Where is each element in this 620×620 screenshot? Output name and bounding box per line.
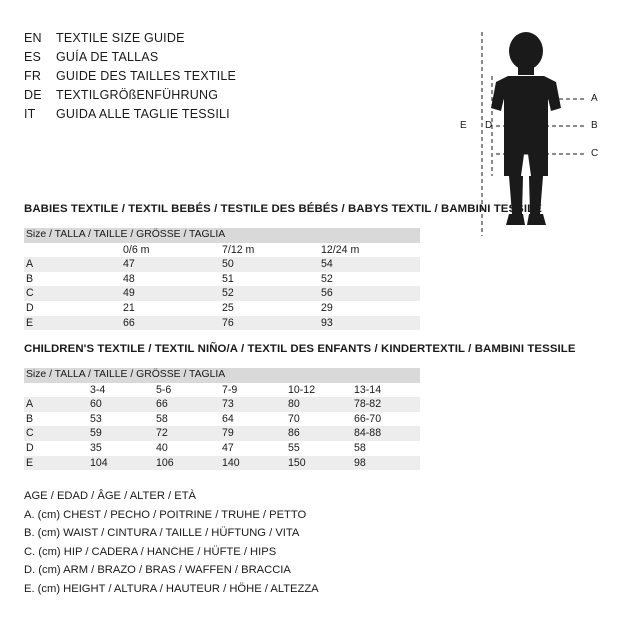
table-row-size-header bbox=[24, 228, 420, 243]
table-row bbox=[24, 412, 420, 427]
title-text-es: GUÍA DE TALLAS bbox=[56, 50, 159, 64]
children-row-2-val-1: 72 bbox=[156, 426, 222, 441]
legend-line-a: A. (cm) CHEST / PECHO / POITRINE / TRUHE / PETTO bbox=[24, 508, 307, 521]
babies-row-4-label: E bbox=[24, 316, 123, 331]
children-col-3: 10-12 bbox=[288, 383, 354, 398]
table-row bbox=[24, 286, 420, 301]
language-code-fr: FR bbox=[24, 69, 42, 83]
babies-row-2-val-0: 49 bbox=[123, 286, 222, 301]
children-row-1-val-1: 58 bbox=[156, 412, 222, 427]
children-row-4-val-0: 104 bbox=[90, 456, 156, 471]
children-row-4-val-3: 150 bbox=[288, 456, 354, 471]
children-row-0-val-2: 73 bbox=[222, 397, 288, 412]
children-row-3-label: D bbox=[24, 441, 90, 456]
title-block bbox=[24, 31, 444, 126]
babies-row-0-label: A bbox=[24, 257, 123, 272]
children-row-1-label: B bbox=[24, 412, 90, 427]
table-row bbox=[24, 301, 420, 316]
children-row-0-val-3: 80 bbox=[288, 397, 354, 412]
babies-size-header: Size / TALLA / TAILLE / GRÖSSE / TAGLIA bbox=[24, 228, 420, 243]
children-row-3-val-3: 55 bbox=[288, 441, 354, 456]
children-row-0-val-4: 78-82 bbox=[354, 397, 420, 412]
babies-row-3-label: D bbox=[24, 301, 123, 316]
children-row-3-val-1: 40 bbox=[156, 441, 222, 456]
figure-label-d: D bbox=[485, 120, 493, 131]
children-row-2-val-4: 84-88 bbox=[354, 426, 420, 441]
children-row-0-label: A bbox=[24, 397, 90, 412]
figure-label-b: B bbox=[591, 120, 598, 131]
babies-col-2: 12/24 m bbox=[321, 243, 420, 258]
figure-label-a: A bbox=[591, 93, 598, 104]
babies-col-blank bbox=[24, 243, 123, 258]
babies-col-1: 7/12 m bbox=[222, 243, 321, 258]
babies-row-0-val-2: 54 bbox=[321, 257, 420, 272]
children-section-heading: CHILDREN'S TEXTILE / TEXTIL NIÑO/A / TEXTIL DES ENFANTS / KINDERTEXTIL / BAMBINI TESSILE bbox=[24, 343, 576, 355]
children-row-4-val-4: 98 bbox=[354, 456, 420, 471]
babies-row-1-val-2: 52 bbox=[321, 272, 420, 287]
language-code-en: EN bbox=[24, 31, 42, 45]
children-row-4-val-2: 140 bbox=[222, 456, 288, 471]
children-col-0: 3-4 bbox=[90, 383, 156, 398]
babies-size-table bbox=[24, 228, 420, 330]
babies-row-0-val-1: 50 bbox=[222, 257, 321, 272]
title-row-en bbox=[24, 31, 444, 50]
babies-col-0: 0/6 m bbox=[123, 243, 222, 258]
children-row-3-val-4: 58 bbox=[354, 441, 420, 456]
language-code-es: ES bbox=[24, 50, 42, 64]
babies-row-1-val-0: 48 bbox=[123, 272, 222, 287]
table-row bbox=[24, 441, 420, 456]
measurement-legend bbox=[24, 487, 464, 599]
babies-row-2-label: C bbox=[24, 286, 123, 301]
children-col-4: 13-14 bbox=[354, 383, 420, 398]
babies-row-3-val-1: 25 bbox=[222, 301, 321, 316]
babies-row-4-val-2: 93 bbox=[321, 316, 420, 331]
children-row-1-val-2: 64 bbox=[222, 412, 288, 427]
table-row-columns bbox=[24, 383, 420, 398]
title-text-fr: GUIDE DES TAILLES TEXTILE bbox=[56, 69, 237, 83]
table-row bbox=[24, 272, 420, 287]
legend-line-e: E. (cm) HEIGHT / ALTURA / HAUTEUR / HÖHE / ALTEZZA bbox=[24, 582, 319, 595]
children-row-3-val-2: 47 bbox=[222, 441, 288, 456]
children-size-table bbox=[24, 368, 420, 470]
title-row-es bbox=[24, 50, 444, 69]
language-code-it: IT bbox=[24, 107, 36, 121]
title-text-en: TEXTILE SIZE GUIDE bbox=[56, 31, 185, 45]
table-row bbox=[24, 257, 420, 272]
babies-row-4-val-1: 76 bbox=[222, 316, 321, 331]
children-row-3-val-0: 35 bbox=[90, 441, 156, 456]
table-row-columns bbox=[24, 243, 420, 258]
babies-row-1-val-1: 51 bbox=[222, 272, 321, 287]
babies-row-3-val-0: 21 bbox=[123, 301, 222, 316]
babies-row-3-val-2: 29 bbox=[321, 301, 420, 316]
babies-row-4-val-0: 66 bbox=[123, 316, 222, 331]
legend-line-age: AGE / EDAD / ÂGE / ALTER / ETÀ bbox=[24, 490, 197, 502]
table-row bbox=[24, 426, 420, 441]
babies-section-heading: BABIES TEXTILE / TEXTIL BEBÉS / TESTILE DES BÉBÉS / BABYS TEXTIL / BAMBINI TESSILE bbox=[24, 203, 542, 215]
language-code-de: DE bbox=[24, 88, 42, 102]
children-size-header: Size / TALLA / TAILLE / GRÖSSE / TAGLIA bbox=[24, 368, 420, 383]
babies-row-2-val-1: 52 bbox=[222, 286, 321, 301]
children-row-2-val-3: 86 bbox=[288, 426, 354, 441]
babies-row-0-val-0: 47 bbox=[123, 257, 222, 272]
table-row bbox=[24, 316, 420, 331]
figure-label-c: C bbox=[591, 148, 599, 159]
children-row-4-val-1: 106 bbox=[156, 456, 222, 471]
children-row-0-val-0: 60 bbox=[90, 397, 156, 412]
table-row bbox=[24, 397, 420, 412]
title-row-it bbox=[24, 107, 444, 126]
title-row-de bbox=[24, 88, 444, 107]
children-row-1-val-4: 66-70 bbox=[354, 412, 420, 427]
children-col-blank bbox=[24, 383, 90, 398]
children-col-1: 5-6 bbox=[156, 383, 222, 398]
legend-line-d: D. (cm) ARM / BRAZO / BRAS / WAFFEN / BRACCIA bbox=[24, 564, 291, 577]
children-row-2-val-2: 79 bbox=[222, 426, 288, 441]
silhouette-shape bbox=[491, 32, 561, 225]
children-row-1-val-0: 53 bbox=[90, 412, 156, 427]
table-row-size-header bbox=[24, 368, 420, 383]
babies-row-1-label: B bbox=[24, 272, 123, 287]
babies-row-2-val-2: 56 bbox=[321, 286, 420, 301]
legend-line-c: C. (cm) HIP / CADERA / HANCHE / HÜFTE / HIPS bbox=[24, 545, 277, 558]
children-col-2: 7-9 bbox=[222, 383, 288, 398]
table-row bbox=[24, 456, 420, 471]
children-row-2-label: C bbox=[24, 426, 90, 441]
title-row-fr bbox=[24, 69, 444, 88]
children-row-4-label: E bbox=[24, 456, 90, 471]
title-text-it: GUIDA ALLE TAGLIE TESSILI bbox=[56, 107, 230, 121]
children-row-0-val-1: 66 bbox=[156, 397, 222, 412]
figure-label-e: E bbox=[460, 120, 467, 131]
children-row-1-val-3: 70 bbox=[288, 412, 354, 427]
legend-line-b: B. (cm) WAIST / CINTURA / TAILLE / HÜFTUNG / VITA bbox=[24, 527, 300, 540]
children-row-2-val-0: 59 bbox=[90, 426, 156, 441]
title-text-de: TEXTILGRÖßENFÜHRUNG bbox=[56, 88, 219, 102]
